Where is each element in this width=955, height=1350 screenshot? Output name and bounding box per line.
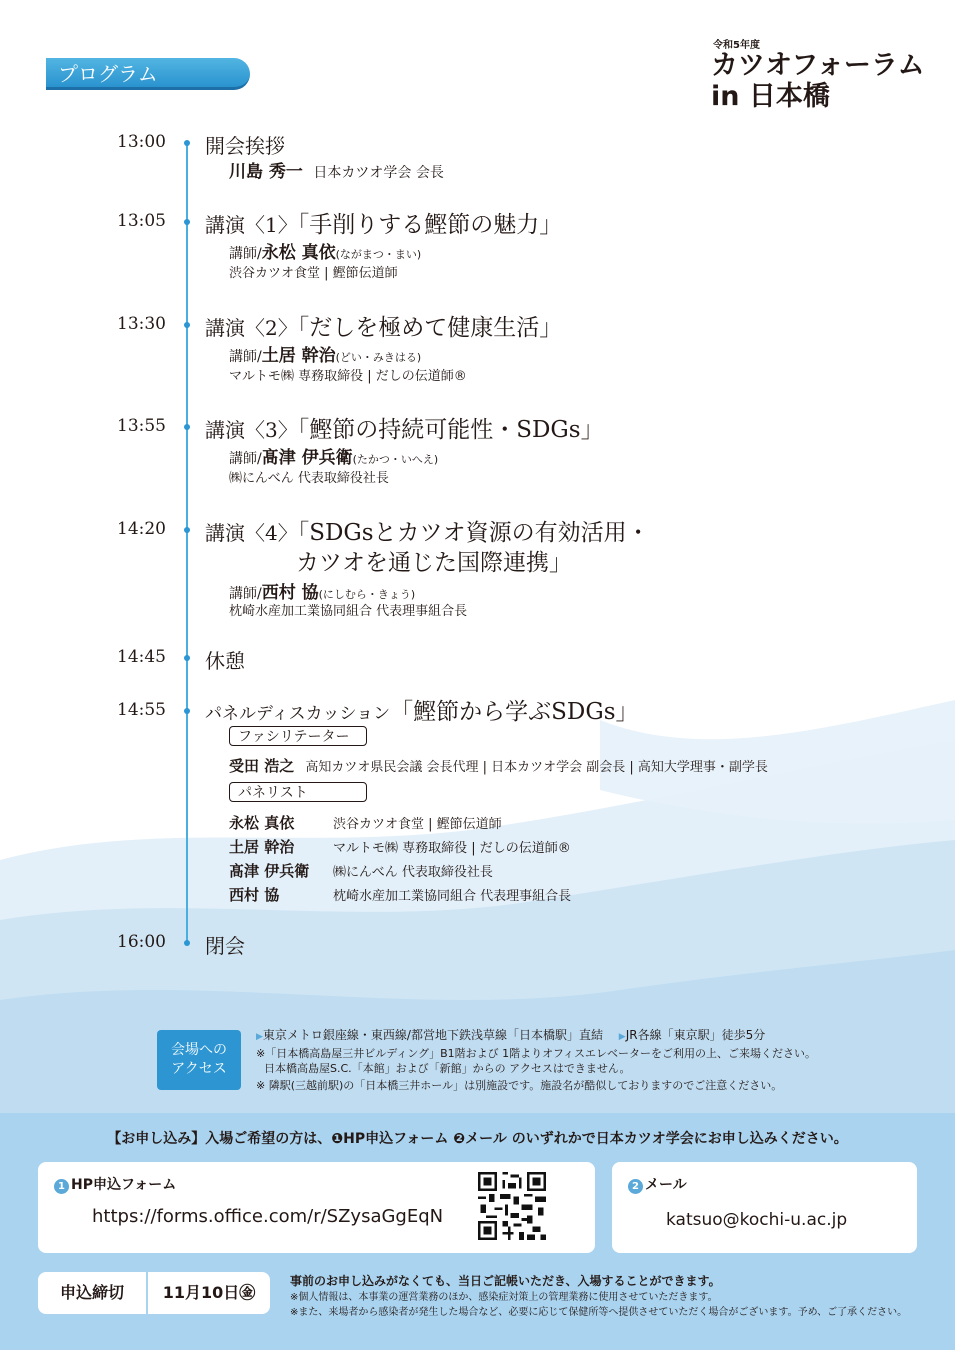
time-label: 13:05 bbox=[117, 211, 166, 231]
time-label: 14:45 bbox=[117, 647, 166, 667]
fiscal-year-label: 令和5年度 bbox=[713, 40, 760, 51]
speaker-affiliation: ㈱にんべん 代表取締役社長 bbox=[229, 471, 389, 486]
access-note-2: 日本橋高島屋S.C.「本館」および「新館」からの アクセスはできません。 bbox=[264, 1062, 631, 1075]
lecture-2-title bbox=[205, 309, 562, 342]
application-headline: 【お申し込み】入場ご希望の方は、❶HP申込フォーム ❷メール のいずれかで日本カツオ学会にお申し込みください。 bbox=[107, 1131, 848, 1147]
panelist-name: 永松 真依 bbox=[229, 814, 295, 832]
event-title bbox=[711, 50, 925, 112]
panelist-name: 西村 協 bbox=[229, 886, 280, 904]
panelist-name: 土居 幹治 bbox=[229, 838, 295, 856]
event-title-line1: カツオフォーラム bbox=[711, 50, 925, 81]
time-label: 13:00 bbox=[117, 132, 166, 152]
time-label: 13:55 bbox=[117, 416, 166, 436]
speaker-affiliation: 日本カツオ学会 会長 bbox=[313, 165, 444, 181]
lecture-name: 「手削りする鰹節の魅力」 bbox=[297, 212, 563, 238]
mail-label: メール bbox=[645, 1177, 687, 1193]
facilitator-row bbox=[229, 755, 768, 776]
panelist-row bbox=[229, 812, 502, 833]
time-label: 16:00 bbox=[117, 932, 166, 952]
opening-title: 開会挨拶 bbox=[205, 134, 285, 158]
speaker-prefix: 講師/ bbox=[229, 451, 262, 467]
break-title: 休憩 bbox=[205, 649, 245, 673]
time-label: 14:55 bbox=[117, 700, 166, 720]
speaker-affiliation: マルトモ㈱ 専務取締役 | だしの伝道師® bbox=[229, 369, 467, 384]
mail-address-link[interactable]: katsuo@kochi-u.ac.jp bbox=[666, 1210, 848, 1230]
infection-note: ※また、来場者から感染者が発生した場合など、必要に応じて保健所等へ提供させていただく場合がございます。予め、ご了承ください。 bbox=[290, 1307, 908, 1318]
privacy-note: ※個人情報は、本事業の運営業務のほか、感染症対策上の管理業務に使用させていただきます。 bbox=[290, 1292, 718, 1303]
lecture-4-title bbox=[205, 514, 650, 547]
lecture-name: 「SDGsとカツオ資源の有効活用・ bbox=[297, 520, 650, 546]
walk-in-note: 事前のお申し込みがなくても、当日ご記帳いただき、入場することができます。 bbox=[290, 1274, 721, 1288]
speaker-yomi: (ながまつ・まい) bbox=[335, 248, 422, 261]
speaker-yomi: (にしむら・きょう) bbox=[318, 588, 416, 601]
access-routes bbox=[256, 1026, 765, 1043]
panel-name: 「鰹節から学ぶSDGs」 bbox=[390, 699, 639, 725]
facilitator-affiliation: 高知カツオ県民会議 会長代理 | 日本カツオ学会 副会長 | 高知大学理事・副学長 bbox=[305, 760, 768, 775]
timeline-dot bbox=[184, 708, 190, 714]
access-badge-line1: 会場への bbox=[171, 1042, 227, 1058]
timeline-dot bbox=[184, 140, 190, 146]
access-route-2: JR各線「東京駅」徒歩5分 bbox=[625, 1028, 766, 1042]
form-card-heading bbox=[54, 1174, 176, 1194]
panelist-label: パネリスト bbox=[229, 782, 367, 802]
number-1-icon: 1 bbox=[54, 1179, 69, 1194]
lecture-name: 「だしを極めて健康生活」 bbox=[297, 315, 563, 341]
deadline-value: 11月10日㊎ bbox=[148, 1272, 270, 1314]
access-badge-line2: アクセス bbox=[171, 1061, 227, 1077]
triangle-icon: ▶ bbox=[256, 1032, 263, 1042]
speaker-affiliation: 渋谷カツオ食堂 | 鰹節伝道師 bbox=[229, 266, 398, 281]
panelist-name: 髙津 伊兵衛 bbox=[229, 862, 310, 880]
qr-code-icon[interactable] bbox=[478, 1172, 546, 1240]
lecture-name: 「鰹節の持続可能性・SDGs」 bbox=[297, 417, 604, 443]
speaker-name: 川島 秀一 bbox=[229, 162, 303, 182]
speaker-prefix: 講師/ bbox=[229, 586, 262, 602]
triangle-icon: ▶ bbox=[618, 1032, 626, 1042]
form-label: HP申込フォーム bbox=[71, 1177, 177, 1193]
lecture-3-title bbox=[205, 411, 604, 444]
timeline-dot bbox=[184, 940, 190, 946]
panelist-affiliation: マルトモ㈱ 専務取締役 | だしの伝道師® bbox=[333, 841, 571, 856]
lecture-4-title-line2: カツオを通じた国際連携」 bbox=[296, 550, 572, 576]
lecture-1-title bbox=[205, 206, 562, 239]
speaker-name: 土居 幹治 bbox=[261, 346, 336, 366]
timeline-line bbox=[186, 142, 188, 942]
access-badge bbox=[157, 1030, 241, 1090]
panelist-row bbox=[229, 860, 493, 881]
facilitator-name: 受田 浩之 bbox=[229, 757, 295, 775]
panel-prefix: パネルディスカッション bbox=[205, 704, 391, 724]
lecture-prefix: 講演〈2〉 bbox=[205, 316, 298, 340]
timeline-dot bbox=[184, 655, 190, 661]
lecture-2-speaker bbox=[229, 341, 421, 366]
panelist-row bbox=[229, 836, 571, 857]
speaker-name: 髙津 伊兵衛 bbox=[261, 448, 353, 468]
panelist-affiliation: ㈱にんべん 代表取締役社長 bbox=[333, 865, 493, 880]
lecture-prefix: 講演〈4〉 bbox=[205, 521, 298, 545]
speaker-yomi: (どい・みきはる) bbox=[335, 351, 422, 364]
access-note-3: ※ 隣駅(三越前駅)の「日本橋三井ホール」は別施設です。施設名が酷似しておりますのでご注意ください。 bbox=[256, 1079, 783, 1092]
timeline-dot bbox=[184, 322, 190, 328]
speaker-name: 永松 真依 bbox=[261, 243, 336, 263]
access-route-1: 東京メトロ銀座線・東西線/都営地下鉄浅草線「日本橋駅」直結 bbox=[262, 1028, 603, 1042]
timeline-dot bbox=[184, 424, 190, 430]
panelist-affiliation: 枕崎水産加工業協同組合 代表理事組合長 bbox=[333, 889, 572, 904]
speaker-affiliation: 枕崎水産加工業協同組合 代表理事組合長 bbox=[229, 604, 468, 619]
closing-title: 閉会 bbox=[205, 934, 245, 958]
lecture-prefix: 講演〈1〉 bbox=[205, 213, 298, 237]
timeline-dot bbox=[184, 219, 190, 225]
speaker-prefix: 講師/ bbox=[229, 349, 262, 365]
lecture-3-speaker bbox=[229, 443, 438, 468]
panel-title bbox=[205, 693, 639, 726]
access-note-1: ※「日本橋高島屋三井ビルディング」B1階および 1階よりオフィスエレベーターをご利用の上、ご来場ください。 bbox=[256, 1047, 816, 1060]
event-title-line2: in 日本橋 bbox=[711, 81, 830, 112]
timeline-dot bbox=[184, 527, 190, 533]
program-banner: プログラム bbox=[46, 58, 250, 90]
facilitator-label: ファシリテーター bbox=[229, 726, 367, 746]
form-url-link[interactable]: https://forms.office.com/r/SZysaGgEqN bbox=[92, 1206, 444, 1227]
panelist-row bbox=[229, 884, 571, 905]
speaker-name: 西村 協 bbox=[261, 583, 319, 603]
opening-speaker bbox=[229, 157, 444, 182]
speaker-prefix: 講師/ bbox=[229, 246, 262, 262]
lecture-1-speaker bbox=[229, 238, 421, 263]
panelist-affiliation: 渋谷カツオ食堂 | 鰹節伝道師 bbox=[333, 817, 502, 832]
mail-card-heading bbox=[628, 1174, 687, 1194]
deadline-label: 申込締切 bbox=[38, 1272, 146, 1314]
time-label: 13:30 bbox=[117, 314, 166, 334]
lecture-prefix: 講演〈3〉 bbox=[205, 418, 298, 442]
speaker-yomi: (たかつ・いへえ) bbox=[352, 453, 439, 466]
time-label: 14:20 bbox=[117, 519, 166, 539]
number-2-icon: 2 bbox=[628, 1179, 643, 1194]
